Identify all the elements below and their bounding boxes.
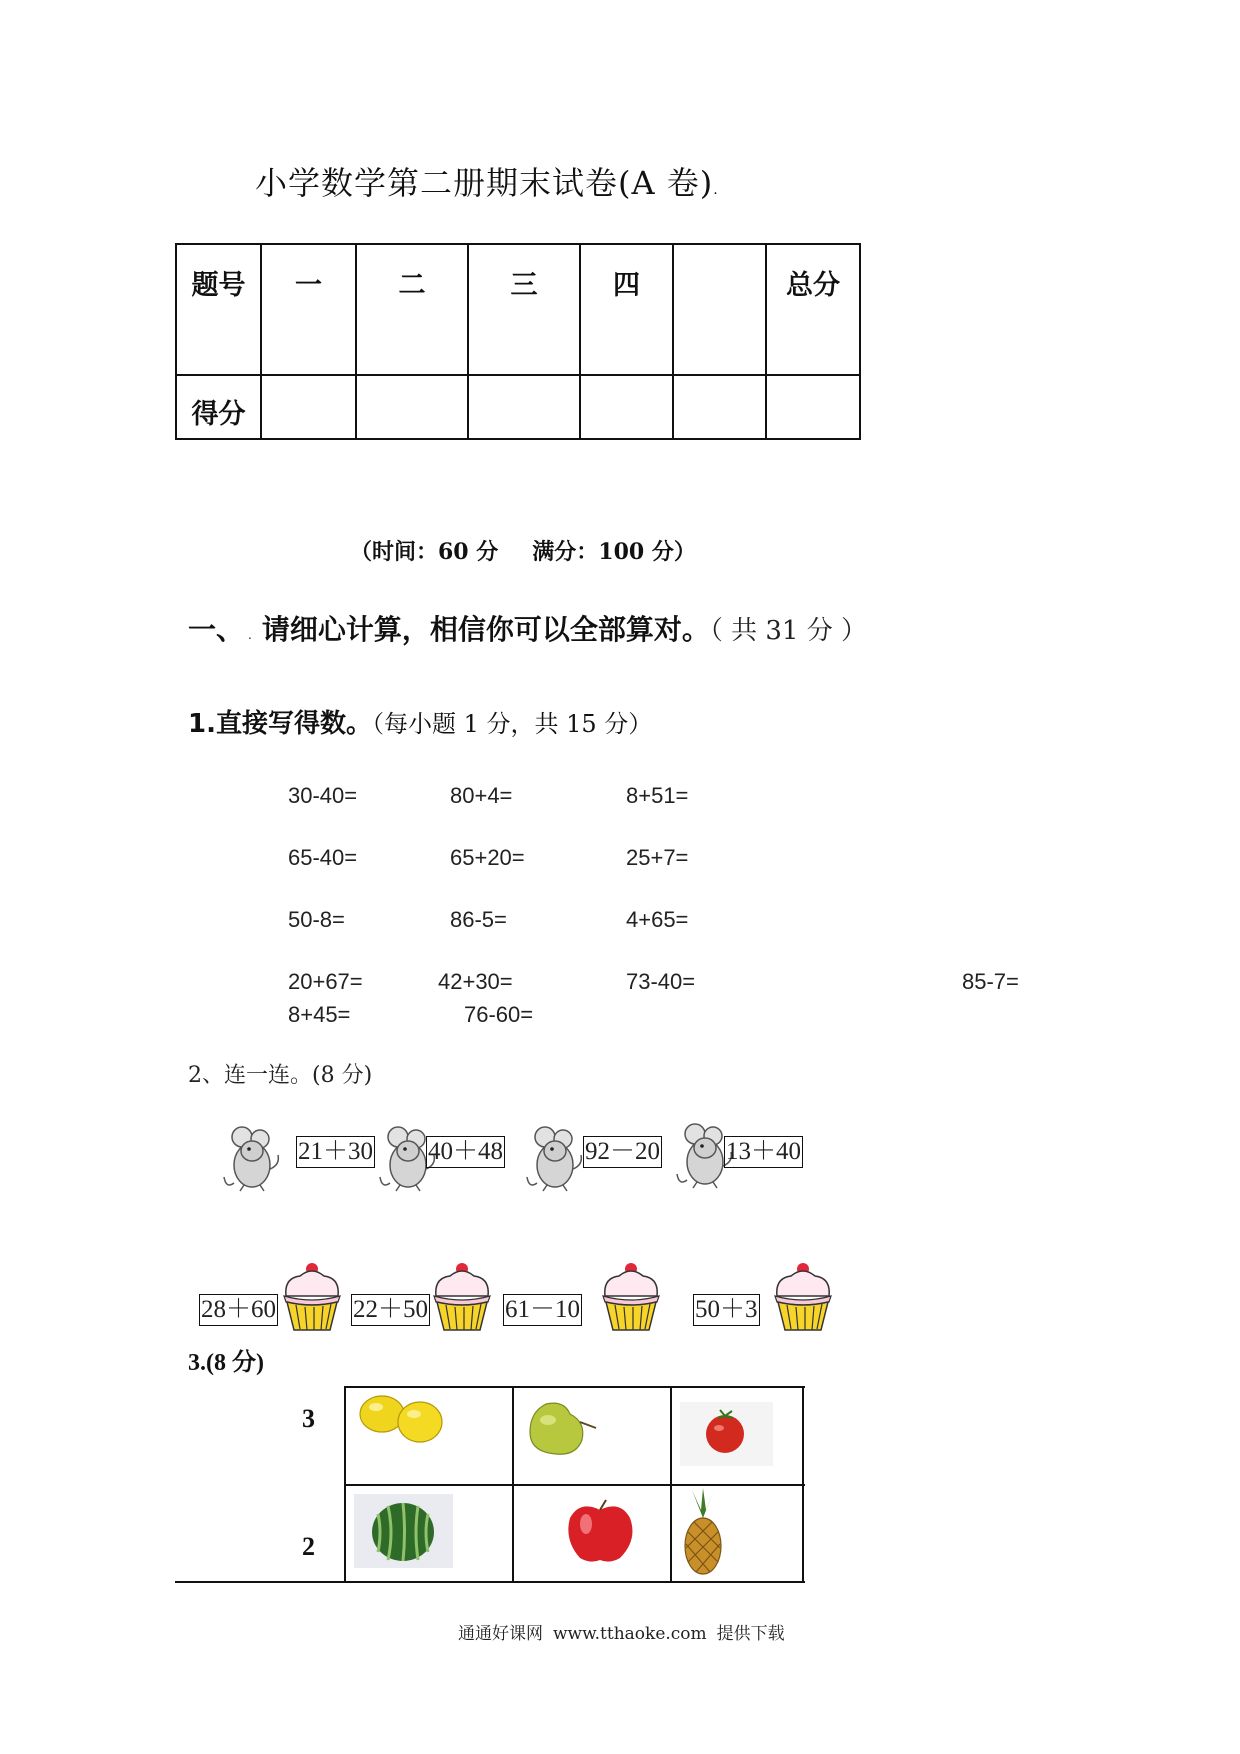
column-5-cell [673,244,766,375]
table-border-middle [345,1484,805,1486]
question-1-label: 1.直接写得数。 [188,709,372,739]
full-score: 满分：100 分） [532,539,696,565]
footer-note: 提供下载 [716,1624,785,1644]
column-1-cell [261,244,356,375]
score-input-2[interactable] [356,375,468,439]
problem: 8+51= [626,783,689,808]
cake-expression-box[interactable]: 22＋50 [351,1294,430,1326]
problem: 50-8= [288,907,345,932]
column-2-label: 二 [398,270,426,301]
cake-expression-box[interactable]: 50＋3 [693,1294,760,1326]
section-1-number: 一、 [188,613,245,646]
question-1-points: （每小题 1 分，共 15 分） [371,710,653,738]
score-label: 得分 [191,399,246,430]
table-border-top [345,1386,805,1388]
score-label-cell [176,375,261,439]
problem: 42+30= [438,969,513,994]
column-2-cell [356,244,468,375]
cake-expression-box[interactable]: 28＋60 [199,1294,278,1326]
problem: 85-7= [962,969,1019,994]
column-1-label: 一 [295,270,322,301]
mouse-icon [525,1125,589,1193]
row-number: 2 [302,1532,315,1561]
problem: 25+7= [626,845,689,870]
problem: 30-40= [288,783,358,808]
cupcake-icon [599,1262,663,1334]
mouse-expression-box[interactable]: 92－20 [583,1136,662,1168]
score-table [175,243,861,440]
apple-icon [562,1494,638,1566]
lemon-icon [356,1392,448,1448]
header-label-cell [176,244,261,375]
total-column-label: 总分 [786,270,840,301]
question-1-heading [188,703,652,740]
time-limit: （时间：60 分 [350,539,499,565]
watermelon-icon [368,1500,438,1564]
row-number: 3 [302,1404,315,1433]
page-title [255,158,719,204]
question-2-heading: 2、连一连。(8 分) [188,1063,373,1088]
problem: 65-40= [288,845,358,870]
problem: 8+45= [288,1002,351,1027]
pear-icon [524,1396,604,1458]
problem: 80+4= [450,783,513,808]
column-3-cell [468,244,580,375]
mouse-expression-box[interactable]: 40＋48 [426,1136,505,1168]
column-4-label: 四 [613,270,640,301]
title-text: 小学数学第二册期末试卷(A 卷) [255,164,714,202]
pineapple-icon [680,1488,726,1576]
cupcake-icon [280,1262,344,1334]
total-column-cell [766,244,860,375]
problem: 65+20= [450,845,525,870]
tomato-icon [700,1406,750,1456]
section-1-text: 请细心计算，相信你可以全部算对。 [261,613,710,646]
title-dot: . [713,182,719,198]
mouse-expression-box[interactable]: 13＋40 [724,1136,803,1168]
question-3-heading: 3.(8 分) [188,1350,264,1376]
table-border-bottom [175,1581,805,1583]
score-input-5[interactable] [673,375,766,439]
score-input-4[interactable] [580,375,673,439]
cake-expression-box[interactable]: 61－10 [503,1294,582,1326]
score-input-total[interactable] [766,375,860,439]
table-border-vertical [512,1386,514,1583]
column-5-label [674,245,765,263]
footer-url[interactable]: www.tthaoke.com [553,1624,707,1644]
table-border-vertical [802,1386,804,1583]
problem: 73-40= [626,969,696,994]
footer [458,1619,795,1644]
header-label: 题号 [191,270,246,301]
score-input-3[interactable] [468,375,580,439]
table-border-vertical [670,1386,672,1583]
problem: 20+67= [288,969,363,994]
section-1-dot: . [248,628,252,642]
table-border-vertical [344,1386,346,1583]
cupcake-icon [430,1262,494,1334]
problem: 76-60= [464,1002,534,1027]
mouse-icon [222,1125,286,1193]
mouse-expression-box[interactable]: 21＋30 [296,1136,375,1168]
column-3-label: 三 [510,270,538,301]
time-info [350,535,730,566]
score-input-1[interactable] [261,375,356,439]
section-1-heading [188,608,867,648]
cupcake-icon [771,1262,835,1334]
problem: 86-5= [450,907,507,932]
footer-site-name: 通通好课网 [458,1624,543,1644]
problem: 4+65= [626,907,689,932]
column-4-cell [580,244,673,375]
section-1-points: （ 共 31 分 ） [709,616,868,646]
